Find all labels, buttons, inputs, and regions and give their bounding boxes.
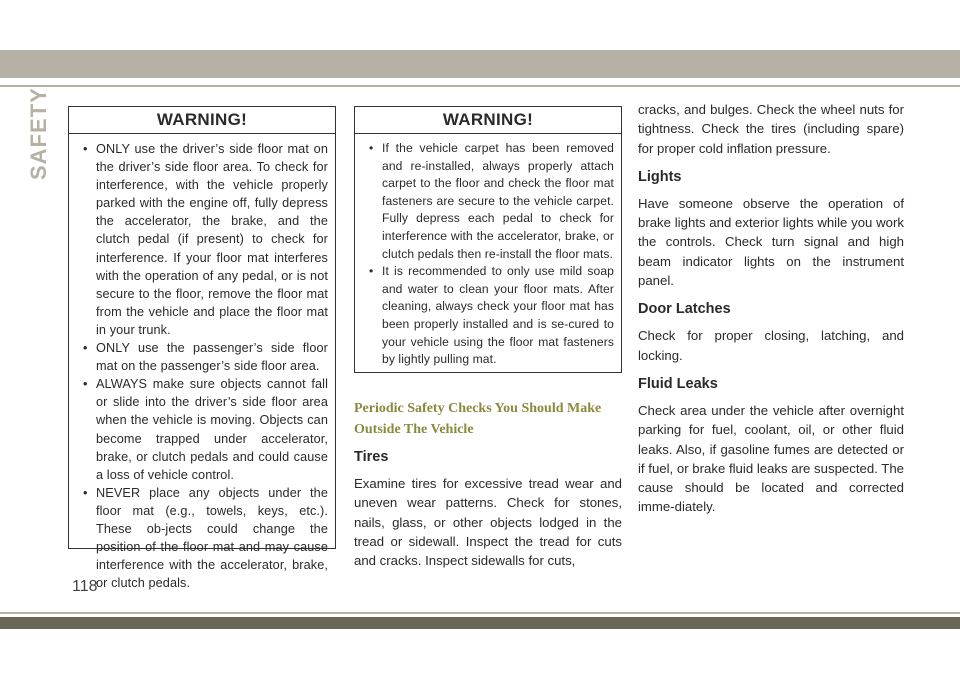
header-band [0, 50, 960, 78]
warning-item: • It is recommended to only use mild soap and water to clean your floor mats. After cleaning, always check your floor mat has been properly installed and is se-cured to your vehicle using the floor mat fasteners by lightly pulling mat. [365, 263, 614, 369]
fluid-leaks-text: Check area under the vehicle after overnight parking for fuel, coolant, oil, or other fluid leaks. Also, if gasoline fumes are detected or if fuel, or brake fluid leaks are suspected. The cause should be located and corrected imme-diately. [638, 402, 904, 515]
footer-rule [0, 612, 960, 614]
section-title: Periodic Safety Checks You Should Make Outside The Vehicle [354, 401, 602, 437]
warning-heading: WARNING! [69, 107, 335, 134]
door-latches-text: Check for proper closing, latching, and locking. [638, 328, 904, 363]
warning-item: • NEVER place any objects under the floor mat (e.g., towels, keys, etc.). These ob-jects could change the position of the floor mat and may cause interference with the accelerator, brake, or clutch pedals. [79, 484, 328, 593]
warning-item: • If the vehicle carpet has been removed and re-installed, always properly attach carpet to the floor and check the floor mat fasteners are secure to the vehicle carpet. Fully depress each pedal to check for interference with the accelerator, brake, or clutch pedals then re-install the floor mats. [365, 140, 614, 263]
warning-list [355, 134, 621, 369]
warning-box-carpet [354, 106, 622, 373]
footer-band [0, 617, 960, 629]
warning-item: • ONLY use the driver’s side floor mat on the driver’s side floor area. To check for interference, with the vehicle properly parked with the engine off, fully depress the accelerator, the brake, and the clutch pedal (if present) to check for interference. If your floor mat interferes with the operation of any pedal, or is not secure to the floor, remove the floor mat from the vehicle and place the floor mat in your trunk. [79, 140, 328, 339]
section-tab-label: SAFETY [26, 87, 51, 180]
warning-heading: WARNING! [355, 107, 621, 134]
fluid-leaks-heading: Fluid Leaks [638, 375, 718, 392]
tires-heading: Tires [354, 449, 389, 465]
lights-text: Have someone observe the operation of brake lights and exterior lights while you work the controls. Check turn signal and high beam indicator lights on the instrument panel. [638, 195, 904, 289]
right-column [638, 100, 904, 527]
periodic-checks-column [354, 398, 622, 580]
tires-text-continued: cracks, and bulges. Check the wheel nuts for tightness. Check the tires (including spare) for proper cold inflation pressure. [638, 102, 904, 156]
warning-list [69, 134, 335, 592]
header-rule [0, 85, 960, 87]
tires-text: Examine tires for excessive tread wear and uneven wear patterns. Check for stones, nails, glass, or other objects lodged in the tread or sidewall. Inspect the tread for cuts and cracks. Inspect sidewalls for cuts, [354, 476, 622, 569]
page-number: 118 [72, 578, 98, 595]
lights-heading: Lights [638, 168, 682, 185]
door-latches-heading: Door Latches [638, 301, 731, 318]
warning-item: • ONLY use the passenger’s side floor mat on the passenger’s side floor area. [79, 339, 328, 375]
warning-item: • ALWAYS make sure objects cannot fall or slide into the driver’s side floor area when the vehicle is moving. Objects can become trapped under accelerator, brake, or clutch pedals and could cause a loss of vehicle control. [79, 375, 328, 484]
